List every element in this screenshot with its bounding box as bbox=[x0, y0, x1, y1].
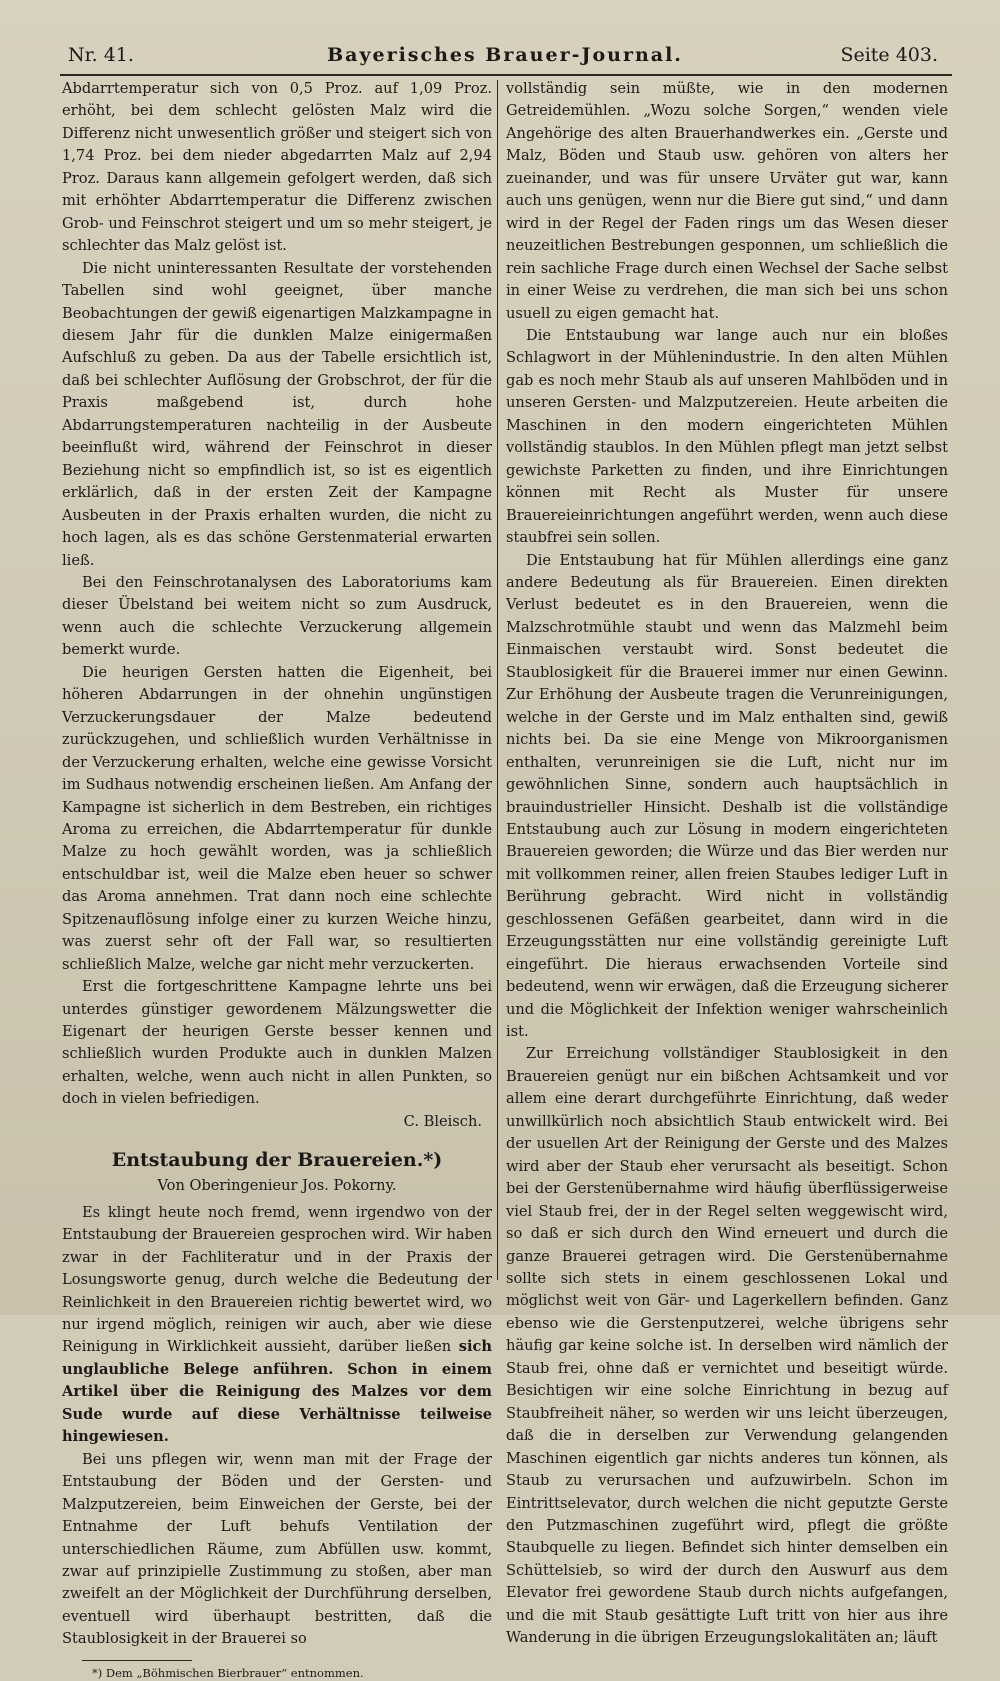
paragraph: Die nicht uninteressanten Resultate der vorstehenden Tabellen sind wohl geeignet, über manche Beobachtungen der gewiß eigenartigen Malzkampagne in diesem Jahr für die dunklen Malze einigermaßen Aufschluß zu geben. Da aus der Tabelle ersichtlich ist, daß bei schlechter Auflösung der Grobschrot, der für die Praxis maßgebend ist, durch hohe Abdarrungstemperaturen nachteilig in der Ausbeute beeinflußt wird, während der Feinschrot in dieser Beziehung nicht so empfindlich ist, so ist es eigentlich erklärlich, daß in der ersten Zeit der Kampagne Ausbeuten in der Praxis erhalten wurden, die nicht zu hoch lagen, als es das schöne Gerstenmaterial erwarten ließ. bbox=[62, 259, 492, 569]
right-column bbox=[506, 78, 948, 1650]
journal-title: Bayerisches Brauer-Journal. bbox=[327, 44, 683, 66]
issue-number: Nr. 41. bbox=[68, 44, 134, 66]
paragraph: Die heurigen Gersten hatten die Eigenheit, bei höheren Abdarrungen in der ohnehin ungünstigen Verzuckerungsdauer der Malze bedeutend zurückzugehen, und schließlich wurden Verhältnisse in der Verzuckerung erhalten, welche eine gewisse Vorsicht im Sudhaus notwendig erscheinen ließen. Am Anfang der Kampagne ist sicherlich in dem Bestreben, ein richtiges Aroma zu erreichen, die Abdarrtemperatur für dunkle Malze zu hoch gewählt worden, was ja schließlich entschuldbar ist, weil die Malze eben heuer so schwer das Aroma annehmen. Trat dann noch eine schlechte Spitzenauflösung infolge einer zu kurzen Weiche hinzu, was zuerst sehr oft der Fall war, so resultierten schließlich Malze, welche gar nicht mehr verzuckerten. bbox=[62, 663, 492, 973]
paragraph-text: Es klingt heute noch fremd, wenn irgendwo von der Entstaubung der Brauereien gesprochen wird. Wir haben zwar in der Fachliteratur und in der Praxis der Losungsworte genug, durch welche die Bedeutung der Reinlichkeit in den Brauereien richtig bewertet wird, wo nur irgend möglich, reinigen wir auch, aber wie diese Reinigung in Wirklichkeit aussieht, darüber ließen bbox=[62, 1203, 492, 1356]
bold-passage: sich unglaubliche Belege anführen. Schon in einem Artikel über die Reinigung des Malzes vor dem Sude wurde auf diese Verhältnisse teilweise hingewiesen. bbox=[62, 1338, 492, 1446]
author-signature: C. Bleisch. bbox=[403, 1112, 482, 1130]
paragraph: Bei den Feinschrotanalysen des Laboratoriums kam dieser Übelstand bei weitem nicht so zum Ausdruck, wenn auch die schlechte Verzuckerung allgemein bemerkt wurde. bbox=[62, 573, 492, 659]
footnote: *) Dem „Böhmischen Bierbrauer“ entnommen. bbox=[92, 1665, 364, 1680]
paragraph: Erst die fortgeschrittene Kampagne lehrte uns bei unterdes günstiger gewordenem Mälzungswetter die Eigenart der heurigen Gerste besser kennen und schließlich wurden Produkte auch in dunklen Malzen erhalten, welche, wenn auch nicht in allen Punkten, so doch in vielen befriedigen. bbox=[62, 978, 492, 1108]
column-divider bbox=[497, 80, 498, 1280]
paragraph bbox=[62, 1202, 492, 1449]
page-number: Seite 403. bbox=[840, 44, 938, 66]
article-author: Von Oberingenieur Jos. Pokorny. bbox=[157, 1177, 397, 1195]
header-rule bbox=[60, 74, 952, 76]
paragraph: Die Entstaubung war lange auch nur ein bloßes Schlagwort in der Mühlenindustrie. In den alten Mühlen gab es noch mehr Staub als auf unseren Mahlböden und in unseren Gersten- und Malzputzereien. Heute arbeiten die Maschinen in den modern eingerichteten Mühlen vollständig staublos. In den Mühlen pflegt man jetzt selbst gewichste Parketten zu finden, und ihre Einrichtungen können mit Recht als Muster für unsere Brauereieinrichtungen angeführt werden, wenn auch diese staubfrei sein sollen. bbox=[506, 326, 948, 547]
footnote-rule bbox=[82, 1660, 192, 1661]
paragraph: Abdarrtemperatur sich von 0,5 Proz. auf 1,09 Proz. erhöht, bei dem schlecht gelösten Malz wird die Differenz nicht unwesentlich größer und steigert sich von 1,74 Proz. bei dem nieder abgedarrten Malz auf 2,94 Proz. Daraus kann allgemein gefolgert werden, daß sich mit erhöhter Abdarrtemperatur die Differenz zwischen Grob- und Feinschrot steigert und um so mehr steigert, je schlechter das Malz gelöst ist. bbox=[62, 80, 492, 255]
left-column bbox=[62, 78, 492, 1681]
page-header bbox=[60, 44, 950, 72]
paragraph: Bei uns pflegen wir, wenn man mit der Frage der Entstaubung der Böden und der Gersten- und Malzputzereien, beim Einweichen der Gerste, bei der Entnahme der Luft behufs Ventilation der unterschiedlichen Räume, zum Abfüllen usw. kommt, zwar auf prinzipielle Zustimmung zu stoßen, aber man zweifelt an der Möglichkeit der Durchführung derselben, eventuell wird überhaupt bestritten, daß die Staublosigkeit in der Brauerei so bbox=[62, 1450, 492, 1648]
paragraph: Zur Erreichung vollständiger Staublosigkeit in den Brauereien genügt nur ein bißchen Achtsamkeit und vor allem eine derart durchgeführte Einrichtung, daß weder unwillkürlich noch absichtlich Staub entwickelt wird. Bei der usuellen Art der Reinigung der Gerste und des Malzes wird aber der Staub eher verursacht als beseitigt. Schon bei der Gerstenübernahme wird häufig überflüssigerweise viel Staub frei, der in der Regel selten weggewischt wird, so daß er sich durch den Wind erneuert und durch die ganze Brauerei getragen wird. Die Gerstenübernahme sollte sich stets in einem geschlossenen Lokal und möglichst weit von Gär- und Lagerkellern befinden. Ganz ebenso wie die Gerstenputzerei, welche übrigens sehr häufig gar keine solche ist. In derselben wird nämlich der Staub frei, ohne daß er vernichtet und beseitigt würde. Besichtigen wir eine solche Einrichtung in bezug auf Staubfreiheit näher, so werden wir uns leicht überzeugen, daß die in derselben zur Verwendung gelangenden Maschinen eigentlich gar nichts anderes tun können, als Staub zu verursachen und aufzuwirbeln. Schon im Eintrittselevator, durch welchen die nicht geputzte Gerste den Putzmaschinen zugeführt wird, pflegt die größte Staubquelle zu liegen. Befindet sich hinter demselben ein Schüttelsieb, so wird der durch den Auswurf aus dem Elevator frei gewordene Staub durch nichts aufgefangen, und die mit Staub gesättigte Luft tritt von hier aus ihre Wanderung in die übrigen Erzeugungslokalitäten an; läuft bbox=[506, 1045, 948, 1647]
paragraph: Die Entstaubung hat für Mühlen allerdings eine ganz andere Bedeutung als für Brauereien. Einen direkten Verlust bedeutet es in den Brauereien, wenn die Malzschrotmühle staubt und wenn das Malzmehl beim Einmaischen verstaubt wird. Sonst bedeutet die Staublosigkeit für die Brauerei immer nur einen Gewinn. Zur Erhöhung der Ausbeute tragen die Verunreinigungen, welche in der Gerste und im Malz enthalten sind, gewiß nichts bei. Da sie eine Menge von Mikroorganismen enthalten, verunreinigen sie die Luft, nicht nur im gewöhnlichen Sinne, sondern auch hauptsächlich in brauindustrieller Hinsicht. Deshalb ist die vollständige Entstaubung auch zur Lösung in modern eingerichteten Brauereien geworden; die Würze und das Bier werden nur mit vollkommen reiner, allen freien Staubes lediger Luft in Berührung gebracht. Wird nicht in vollständig geschlossenen Gefäßen gearbeitet, dann wird in die Erzeugungsstätten nur eine vollständig gereinigte Luft eingeführt. Die hieraus erwachsenden Vorteile sind bedeutend, wenn wir erwägen, daß die Erzeugung sicherer und die Möglichkeit der Infektion weniger wahrscheinlich ist. bbox=[506, 551, 948, 1041]
article-title: Entstaubung der Brauereien.*) bbox=[111, 1149, 443, 1172]
paragraph: vollständig sein müßte, wie in den modernen Getreidemühlen. „Wozu solche Sorgen,“ wenden viele Angehörige des alten Brauerhandwerkes ein. „Gerste und Malz, Böden und Staub usw. gehören von alters her zueinander, und was für unsere Urväter gut war, kann auch uns genügen, wenn nur die Biere gut sind,“ und dann wird in der Regel der Faden rings um das Wesen dieser neuzeitlichen Bestrebungen gesponnen, um schließlich die rein sachliche Frage durch einen Wechsel der Sache selbst in einer Weise zu verdrehen, die man sich bei uns schon usuell zu eigen gemacht hat. bbox=[506, 80, 948, 322]
